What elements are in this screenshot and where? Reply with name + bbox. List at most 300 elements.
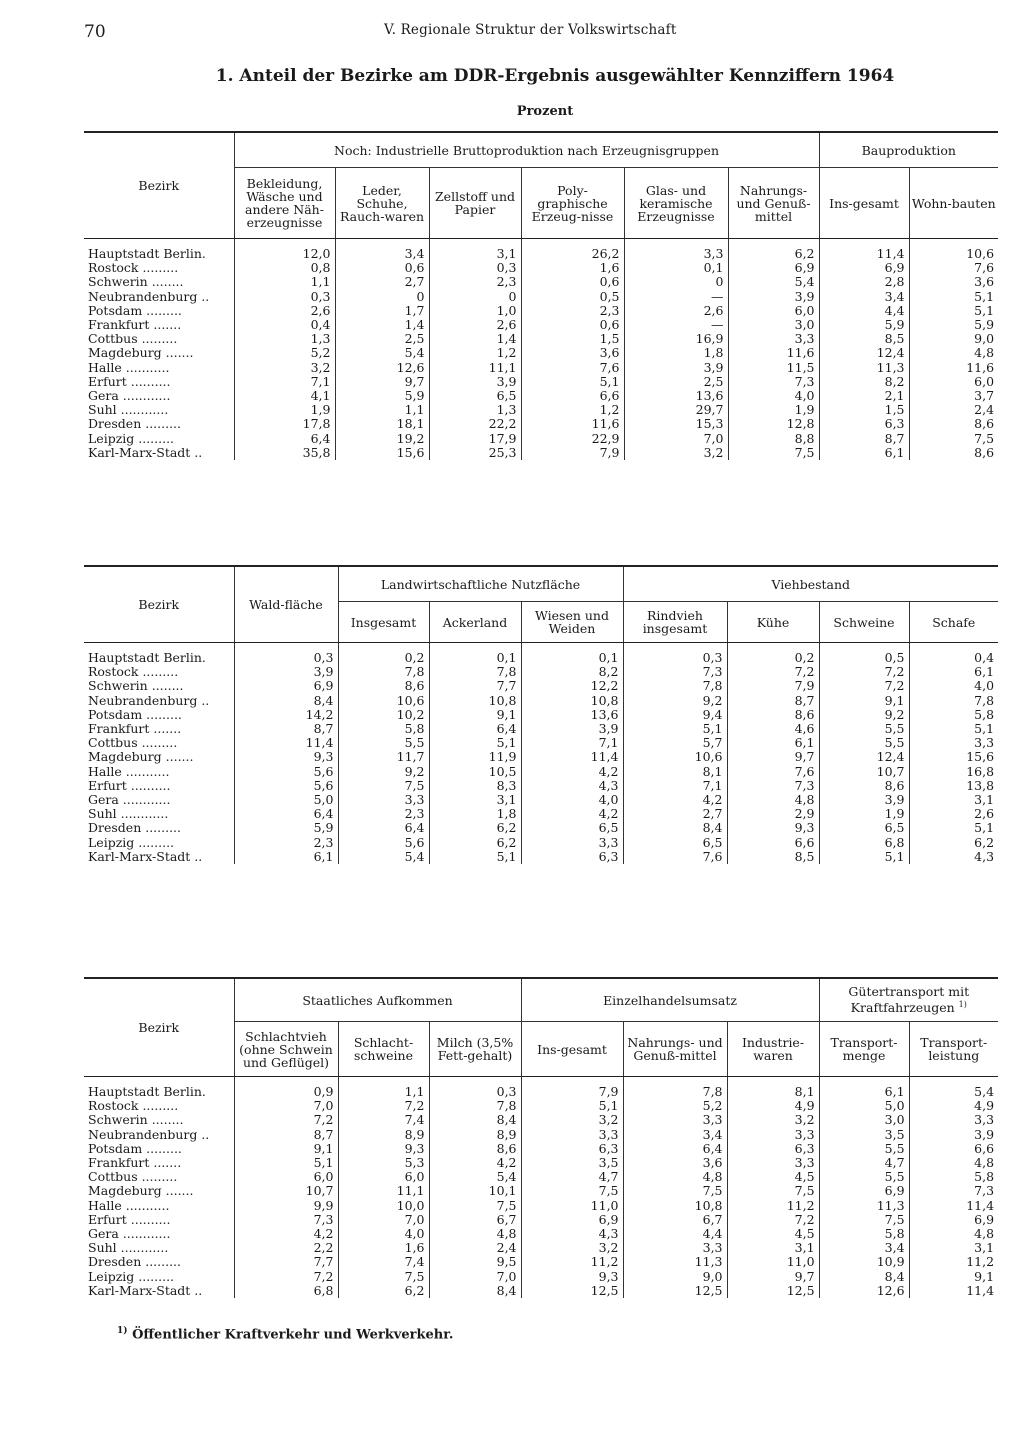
table-cell: 7,3 <box>234 1213 338 1227</box>
row-label: Karl-Marx-Stadt .. <box>88 1283 203 1298</box>
row-label: Magdeburg ....... <box>88 346 194 361</box>
row-label: Gera ............ <box>88 389 171 404</box>
table-row <box>84 275 998 289</box>
table-cell: 7,3 <box>728 375 819 389</box>
table-cell: 1,6 <box>521 261 624 275</box>
table-cell: 6,3 <box>521 1142 623 1156</box>
table-cell: 9,0 <box>909 332 998 346</box>
table-cell: 6,2 <box>429 836 521 850</box>
table-cell: 6,4 <box>338 821 429 835</box>
table-cell: 8,7 <box>819 432 909 446</box>
table-cell: 6,9 <box>234 679 338 693</box>
table-cell: 7,9 <box>521 446 624 460</box>
table-cell: 3,2 <box>624 446 728 460</box>
table-cell: 8,2 <box>521 665 623 679</box>
table-cell: 17,9 <box>429 432 521 446</box>
table-cell: 11,2 <box>521 1255 623 1269</box>
row-label: Hauptstadt Berlin. <box>88 246 206 261</box>
col-header: Schlachtvieh (ohne Schwein und Geflügel) <box>234 1022 338 1077</box>
table-row <box>84 375 998 389</box>
table-row <box>84 318 998 332</box>
table-cell: 5,1 <box>234 1156 338 1170</box>
table-cell: 6,0 <box>728 304 819 318</box>
table-cell: 22,2 <box>429 417 521 431</box>
table-cell: 7,6 <box>909 261 998 275</box>
row-label: Frankfurt ....... <box>88 1156 182 1171</box>
table-cell: 12,5 <box>623 1284 727 1298</box>
table-cell: 3,2 <box>521 1113 623 1127</box>
table-cell: 7,2 <box>819 679 909 693</box>
table-row <box>84 807 998 821</box>
table-cell: 7,7 <box>234 1255 338 1269</box>
group-header-transport <box>819 978 998 1022</box>
table-row <box>84 332 998 346</box>
table-row <box>84 722 998 736</box>
table-cell: 16,9 <box>624 332 728 346</box>
table-cell: 8,3 <box>429 779 521 793</box>
table-cell: 7,4 <box>338 1113 429 1127</box>
table-row <box>84 1142 998 1156</box>
group-header-industry: Noch: Industrielle Bruttoproduktion nach Erzeugnisgruppen <box>234 132 819 168</box>
table-cell: 8,2 <box>819 375 909 389</box>
table-cell: 9,2 <box>819 708 909 722</box>
table-row <box>84 694 998 708</box>
group-header-livestock: Viehbestand <box>623 566 998 602</box>
table-cell: 2,8 <box>819 275 909 289</box>
table-cell: 6,9 <box>909 1213 998 1227</box>
table-cell: 7,0 <box>338 1213 429 1227</box>
table-cell: 4,5 <box>727 1227 819 1241</box>
table-row <box>84 1255 998 1269</box>
col-header: Leder, Schuhe, Rauch-waren <box>335 168 429 239</box>
table-cell: 7,8 <box>909 694 998 708</box>
table-cell: 2,2 <box>234 1241 338 1255</box>
table-cell: 4,7 <box>521 1170 623 1184</box>
col-header: Nahrungs- und Genuß-mittel <box>623 1022 727 1077</box>
table-row <box>84 1077 998 1100</box>
table-cell: 5,9 <box>909 318 998 332</box>
table-cell: 0,1 <box>429 643 521 666</box>
footnote-mark: 1) <box>958 1000 967 1010</box>
table-row <box>84 1213 998 1227</box>
col-header: Wald-fläche <box>234 566 338 643</box>
footnote-mark: 1) <box>117 1326 128 1336</box>
table-procurement-trade-transport <box>84 977 998 1298</box>
table-cell: 10,8 <box>429 694 521 708</box>
group-header-procurement: Staatliches Aufkommen <box>234 978 521 1022</box>
table-body <box>84 643 998 865</box>
table-cell: 4,0 <box>521 793 623 807</box>
table-cell: 4,2 <box>521 807 623 821</box>
table-cell: 10,2 <box>338 708 429 722</box>
row-label: Leipzig ......... <box>88 431 175 446</box>
table-cell: 3,6 <box>521 346 624 360</box>
table-cell: 8,7 <box>727 694 819 708</box>
table-cell: 3,1 <box>429 793 521 807</box>
group-header-retail: Einzelhandelsumsatz <box>521 978 819 1022</box>
table-cell: 0,4 <box>234 318 335 332</box>
table-cell: 4,8 <box>429 1227 521 1241</box>
col-header: Schlacht-schweine <box>338 1022 429 1077</box>
table-cell: 3,6 <box>909 275 998 289</box>
table-cell: 8,8 <box>728 432 819 446</box>
table-cell: 3,6 <box>623 1156 727 1170</box>
table-cell: 8,6 <box>909 446 998 460</box>
table-cell: 9,1 <box>429 708 521 722</box>
table-cell: 6,3 <box>521 850 623 864</box>
table-cell: 0,2 <box>727 643 819 666</box>
row-label: Rostock ......... <box>88 261 179 276</box>
table-cell: 3,1 <box>429 239 521 262</box>
table-cell: 6,4 <box>234 432 335 446</box>
table-cell: 12,8 <box>728 417 819 431</box>
table-cell: 6,7 <box>623 1213 727 1227</box>
row-label: Hauptstadt Berlin. <box>88 650 206 665</box>
table-cell: 0,3 <box>429 261 521 275</box>
table-cell: 3,9 <box>234 665 338 679</box>
col-header: Transport-leistung <box>909 1022 998 1077</box>
table-cell: 6,9 <box>521 1213 623 1227</box>
row-label: Suhl ............ <box>88 807 169 822</box>
table-cell: 9,0 <box>623 1270 727 1284</box>
table-cell: 7,3 <box>623 665 727 679</box>
table-row <box>84 1099 998 1113</box>
row-label: Dresden ......... <box>88 821 181 836</box>
footnote-text: Öffentlicher Kraftverkehr und Werkverkehr. <box>132 1327 454 1343</box>
group-header-transport-text: Gütertransport mit Kraftfahrzeugen <box>848 984 970 1016</box>
row-label: Cottbus ......... <box>88 1170 178 1185</box>
table-cell: 6,9 <box>819 261 909 275</box>
row-label: Neubrandenburg .. <box>88 289 210 304</box>
table-cell: 5,6 <box>338 836 429 850</box>
table-cell: 10,9 <box>819 1255 909 1269</box>
table-cell: 25,3 <box>429 446 521 460</box>
table-cell: 3,2 <box>234 361 335 375</box>
col-header: Transport-menge <box>819 1022 909 1077</box>
row-label: Leipzig ......... <box>88 1269 175 1284</box>
table-cell: 4,2 <box>234 1227 338 1241</box>
table-cell: 4,0 <box>909 679 998 693</box>
table-agriculture <box>84 565 998 864</box>
table-cell: — <box>624 318 728 332</box>
table-cell: 2,3 <box>234 836 338 850</box>
row-label: Erfurt .......... <box>88 778 171 793</box>
table-cell: 5,8 <box>909 708 998 722</box>
table-cell: 17,8 <box>234 417 335 431</box>
table-cell: 5,5 <box>819 1170 909 1184</box>
table-cell: 3,9 <box>909 1128 998 1142</box>
table-row <box>84 1113 998 1127</box>
table-cell: 4,4 <box>623 1227 727 1241</box>
table-cell: 5,6 <box>234 779 338 793</box>
table-cell: 7,0 <box>624 432 728 446</box>
table-cell: 5,8 <box>338 722 429 736</box>
table-row <box>84 432 998 446</box>
table-cell: 6,1 <box>819 1077 909 1100</box>
table-cell: 6,6 <box>521 389 624 403</box>
table-cell: 5,1 <box>819 850 909 864</box>
row-label: Gera ............ <box>88 1227 171 1242</box>
row-label: Suhl ............ <box>88 1241 169 1256</box>
row-label: Schwerin ........ <box>88 275 184 290</box>
table-cell: 5,2 <box>623 1099 727 1113</box>
table-cell: 7,1 <box>521 736 623 750</box>
table-cell: 11,7 <box>338 750 429 764</box>
row-label: Erfurt .......... <box>88 374 171 389</box>
table-cell: 4,9 <box>909 1099 998 1113</box>
table-cell: 1,9 <box>728 403 819 417</box>
table-cell: 3,2 <box>521 1241 623 1255</box>
row-label: Leipzig ......... <box>88 835 175 850</box>
table-row <box>84 1227 998 1241</box>
row-label: Karl-Marx-Stadt .. <box>88 849 203 864</box>
table-cell: 7,7 <box>429 679 521 693</box>
table-cell: 8,4 <box>429 1284 521 1298</box>
table-cell: 7,5 <box>623 1184 727 1198</box>
table-cell: 5,6 <box>234 765 338 779</box>
table-cell: 8,4 <box>234 694 338 708</box>
table-cell: 8,6 <box>727 708 819 722</box>
table-cell: 4,3 <box>521 1227 623 1241</box>
table-cell: 11,1 <box>429 361 521 375</box>
table-cell: 6,0 <box>909 375 998 389</box>
row-label: Frankfurt ....... <box>88 722 182 737</box>
table-cell: 7,4 <box>338 1255 429 1269</box>
table-cell: 8,9 <box>429 1128 521 1142</box>
table-cell: 1,0 <box>429 304 521 318</box>
table-cell: 2,9 <box>727 807 819 821</box>
table-cell: 5,9 <box>234 821 338 835</box>
table-cell: 12,2 <box>521 679 623 693</box>
table-cell: 8,6 <box>909 417 998 431</box>
table-cell: 2,3 <box>521 304 624 318</box>
table-cell: 6,9 <box>728 261 819 275</box>
table-cell: 2,6 <box>234 304 335 318</box>
table-row <box>84 417 998 431</box>
table-row <box>84 1184 998 1198</box>
table-cell: 7,2 <box>727 665 819 679</box>
table-cell: 12,0 <box>234 239 335 262</box>
table-cell: 7,2 <box>234 1113 338 1127</box>
table-cell: 2,7 <box>335 275 429 289</box>
table-cell: 7,3 <box>727 779 819 793</box>
row-label: Erfurt .......... <box>88 1212 171 1227</box>
table-cell: 8,4 <box>429 1113 521 1127</box>
table-cell: 4,2 <box>429 1156 521 1170</box>
table-cell: 11,2 <box>727 1199 819 1213</box>
table-cell: 7,5 <box>429 1199 521 1213</box>
row-label: Cottbus ......... <box>88 332 178 347</box>
row-label: Hauptstadt Berlin. <box>88 1084 206 1099</box>
table-cell: 7,9 <box>521 1077 623 1100</box>
row-label: Rostock ......... <box>88 1099 179 1114</box>
table-body <box>84 1077 998 1299</box>
table-cell: 8,4 <box>819 1270 909 1284</box>
table-row <box>84 261 998 275</box>
table-cell: 7,2 <box>234 1270 338 1284</box>
table-row <box>84 1284 998 1298</box>
table-cell: 22,9 <box>521 432 624 446</box>
table-row <box>84 446 998 460</box>
table-cell: 5,1 <box>909 304 998 318</box>
table-cell: 3,9 <box>728 290 819 304</box>
table-row <box>84 779 998 793</box>
table-cell: 8,6 <box>429 1142 521 1156</box>
table-cell: 2,5 <box>624 375 728 389</box>
col-header: Insgesamt <box>338 602 429 643</box>
table-cell: 5,1 <box>429 850 521 864</box>
row-label: Halle ........... <box>88 360 170 375</box>
table-cell: 6,6 <box>909 1142 998 1156</box>
table-cell: 1,2 <box>521 403 624 417</box>
table-cell: 9,1 <box>819 694 909 708</box>
table-cell: 3,9 <box>624 361 728 375</box>
table-cell: 7,8 <box>623 679 727 693</box>
table-cell: 5,7 <box>623 736 727 750</box>
table-cell: 5,5 <box>338 736 429 750</box>
row-label: Rostock ......... <box>88 665 179 680</box>
table-cell: 11,6 <box>521 417 624 431</box>
table-cell: 6,3 <box>727 1142 819 1156</box>
table-cell: 11,3 <box>819 1199 909 1213</box>
table-cell: 7,0 <box>429 1270 521 1284</box>
table-cell: 10,0 <box>338 1199 429 1213</box>
table-cell: 5,3 <box>338 1156 429 1170</box>
table-cell: 13,6 <box>521 708 623 722</box>
table-cell: 0,1 <box>624 261 728 275</box>
table-cell: 18,1 <box>335 417 429 431</box>
table-row <box>84 1170 998 1184</box>
table-cell: 12,4 <box>819 750 909 764</box>
row-label: Neubrandenburg .. <box>88 693 210 708</box>
table-cell: 4,7 <box>819 1156 909 1170</box>
table-industrial-production <box>84 131 998 460</box>
table-cell: 8,4 <box>623 821 727 835</box>
table-cell: 3,0 <box>728 318 819 332</box>
table-cell: 5,1 <box>521 375 624 389</box>
table-cell: 11,4 <box>909 1199 998 1213</box>
table-cell: 8,1 <box>727 1077 819 1100</box>
table-cell: 5,5 <box>819 1142 909 1156</box>
table-cell: 7,3 <box>909 1184 998 1198</box>
col-header: Milch (3,5% Fett-gehalt) <box>429 1022 521 1077</box>
table-cell: 4,3 <box>521 779 623 793</box>
table-cell: 4,8 <box>909 1156 998 1170</box>
row-label: Potsdam ......... <box>88 1141 182 1156</box>
table-cell: 11,2 <box>909 1255 998 1269</box>
table-cell: 3,9 <box>521 722 623 736</box>
row-label: Gera ............ <box>88 793 171 808</box>
table-cell: 5,0 <box>819 1099 909 1113</box>
table-cell: 10,6 <box>623 750 727 764</box>
table-cell: 1,3 <box>234 332 335 346</box>
col-header: Schweine <box>819 602 909 643</box>
table-cell: 9,3 <box>521 1270 623 1284</box>
table-cell: 0 <box>429 290 521 304</box>
col-header: Wohn-bauten <box>909 168 998 239</box>
table-row <box>84 736 998 750</box>
row-label: Halle ........... <box>88 1198 170 1213</box>
table-cell: 6,2 <box>429 821 521 835</box>
table-cell: 11,1 <box>338 1184 429 1198</box>
table-cell: 26,2 <box>521 239 624 262</box>
running-head: V. Regionale Struktur der Volkswirtschaft <box>384 22 677 38</box>
table-cell: 0,3 <box>234 290 335 304</box>
table-cell: 3,9 <box>819 793 909 807</box>
group-header-construction: Bauproduktion <box>819 132 998 168</box>
table-row <box>84 1241 998 1255</box>
table-cell: 0,4 <box>909 643 998 666</box>
col-header: Ins-gesamt <box>819 168 909 239</box>
table-cell: 6,4 <box>623 1142 727 1156</box>
table-cell: 10,8 <box>521 694 623 708</box>
table-cell: 5,4 <box>909 1077 998 1100</box>
table-row <box>84 821 998 835</box>
table-cell: 0,3 <box>234 643 338 666</box>
table-cell: 7,8 <box>429 665 521 679</box>
table-cell: 0,9 <box>234 1077 338 1100</box>
table-cell: 12,6 <box>819 1284 909 1298</box>
col-header: Nahrungs- und Genuß-mittel <box>728 168 819 239</box>
table-cell: 9,4 <box>623 708 727 722</box>
table-row <box>84 361 998 375</box>
table-cell: 9,7 <box>727 750 819 764</box>
table-cell: 4,4 <box>819 304 909 318</box>
table-cell: 6,5 <box>429 389 521 403</box>
table-cell: 3,3 <box>728 332 819 346</box>
table-cell: 5,1 <box>521 1099 623 1113</box>
table-cell: 3,3 <box>521 836 623 850</box>
table-cell: 3,3 <box>623 1241 727 1255</box>
table-cell: 6,8 <box>819 836 909 850</box>
stub-header: Bezirk <box>84 566 234 643</box>
table-cell: 5,5 <box>819 736 909 750</box>
stub-header: Bezirk <box>84 978 234 1077</box>
table-cell: 7,5 <box>338 1270 429 1284</box>
row-label: Neubrandenburg .. <box>88 1127 210 1142</box>
table-cell: 1,3 <box>429 403 521 417</box>
table-cell: 2,6 <box>624 304 728 318</box>
table-cell: 19,2 <box>335 432 429 446</box>
col-header: Kühe <box>727 602 819 643</box>
table-cell: 16,8 <box>909 765 998 779</box>
table-cell: 1,2 <box>429 346 521 360</box>
table-cell: 2,6 <box>429 318 521 332</box>
table-cell: 3,3 <box>909 1113 998 1127</box>
table-cell: 12,5 <box>727 1284 819 1298</box>
table-cell: 6,1 <box>819 446 909 460</box>
table-cell: 7,8 <box>338 665 429 679</box>
table-cell: 7,6 <box>623 850 727 864</box>
table-cell: 11,0 <box>521 1199 623 1213</box>
table-cell: 8,9 <box>338 1128 429 1142</box>
table-cell: 15,6 <box>335 446 429 460</box>
row-label: Halle ........... <box>88 764 170 779</box>
table-cell: 7,6 <box>727 765 819 779</box>
table-cell: 3,4 <box>335 239 429 262</box>
table-cell: 7,5 <box>819 1213 909 1227</box>
table-cell: 8,6 <box>338 679 429 693</box>
table-cell: 9,1 <box>909 1270 998 1284</box>
table-row <box>84 1270 998 1284</box>
table-cell: 3,7 <box>909 389 998 403</box>
table-cell: 14,2 <box>234 708 338 722</box>
table-cell: 5,1 <box>909 821 998 835</box>
table-cell: 11,0 <box>727 1255 819 1269</box>
table-cell: 4,6 <box>727 722 819 736</box>
table-cell: 1,4 <box>429 332 521 346</box>
footnote <box>117 1326 453 1342</box>
